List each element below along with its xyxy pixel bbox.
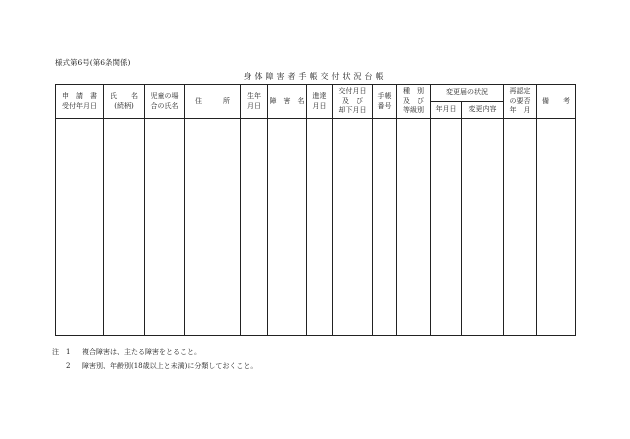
- form-number-label: 様式第6号(第6条関係): [55, 58, 131, 67]
- note-text: 障害別、年齢別(18歳以上と未満)に分類しておくこと。: [82, 362, 258, 370]
- header-line: 備 考: [542, 96, 570, 105]
- cell-child-name: [145, 119, 185, 336]
- header-line: 変更届の状況: [446, 88, 488, 97]
- col-header-name: [104, 85, 145, 119]
- notes-label: 注: [52, 348, 59, 356]
- col-header-issue-date: [333, 85, 373, 119]
- col-header-change-content: [462, 102, 504, 119]
- col-header-disability-name: [268, 85, 307, 119]
- header-line: 却下月日: [338, 106, 367, 115]
- col-header-type-grade: [397, 85, 431, 119]
- note-text: 複合障害は、主たる障害をとること。: [82, 348, 201, 356]
- col-header-application-date: [56, 85, 104, 119]
- header-line: 再認定: [509, 87, 531, 96]
- note-item: [52, 345, 257, 359]
- header-line: 及 び: [342, 96, 363, 105]
- header-line: 手帳: [377, 92, 392, 101]
- header-line: 月日: [247, 101, 261, 110]
- ledger-header: [56, 85, 576, 119]
- col-header-dispatch-date: [307, 85, 333, 119]
- col-header-change-date: [431, 102, 462, 119]
- cell-change-date: [431, 119, 462, 336]
- header-line: 受付年月日: [62, 101, 97, 110]
- header-line: 児童の場: [150, 92, 179, 101]
- col-header-child-name: [145, 85, 185, 119]
- cell-address: [185, 119, 241, 336]
- cell-name: [104, 119, 145, 336]
- header-line: (続柄): [114, 101, 134, 110]
- header-line: 番号: [377, 101, 392, 110]
- cell-disability-name: [268, 119, 307, 336]
- note-item: [52, 359, 257, 373]
- note-number: 1: [66, 348, 71, 356]
- header-line: 障 害 名: [269, 96, 305, 105]
- ledger-table: [55, 84, 576, 336]
- cell-recertification: [504, 119, 537, 336]
- col-header-address: [185, 85, 241, 119]
- cell-issue-date: [333, 119, 373, 336]
- cell-remarks: [537, 119, 576, 336]
- header-line: 及 び: [403, 96, 424, 105]
- header-line: 変更内容: [468, 105, 497, 114]
- header-line: 進達: [312, 92, 327, 101]
- notes-section: [52, 345, 257, 373]
- header-line: 月日: [312, 101, 327, 110]
- header-line: 等級別: [403, 106, 424, 115]
- cell-application-date: [56, 119, 104, 336]
- col-header-handbook-number: [373, 85, 397, 119]
- header-line: 種 別: [403, 87, 424, 96]
- header-line: 年 月: [509, 106, 531, 115]
- note-number: 2: [66, 362, 71, 370]
- header-line: 氏 名: [110, 92, 138, 101]
- cell-birth-date: [241, 119, 268, 336]
- header-line: 住 所: [195, 96, 230, 105]
- table-row: [56, 119, 576, 336]
- col-header-remarks: [537, 85, 576, 119]
- header-line: 年月日: [435, 105, 457, 114]
- document-title: 身体障害者手帳交付状況台帳: [243, 72, 387, 81]
- header-line: 申 請 書: [62, 92, 97, 101]
- col-header-birth-date: [241, 85, 268, 119]
- cell-handbook-number: [373, 119, 397, 336]
- header-line: の要否: [509, 96, 531, 105]
- cell-type-grade: [397, 119, 431, 336]
- cell-change-content: [462, 119, 504, 336]
- ledger-body: [56, 119, 576, 336]
- header-line: 交付月日: [338, 87, 367, 96]
- col-header-change-notice: [431, 85, 504, 102]
- cell-dispatch-date: [307, 119, 333, 336]
- header-line: 合の氏名: [150, 101, 179, 110]
- col-header-recertification: [504, 85, 537, 119]
- header-line: 生年: [247, 92, 261, 101]
